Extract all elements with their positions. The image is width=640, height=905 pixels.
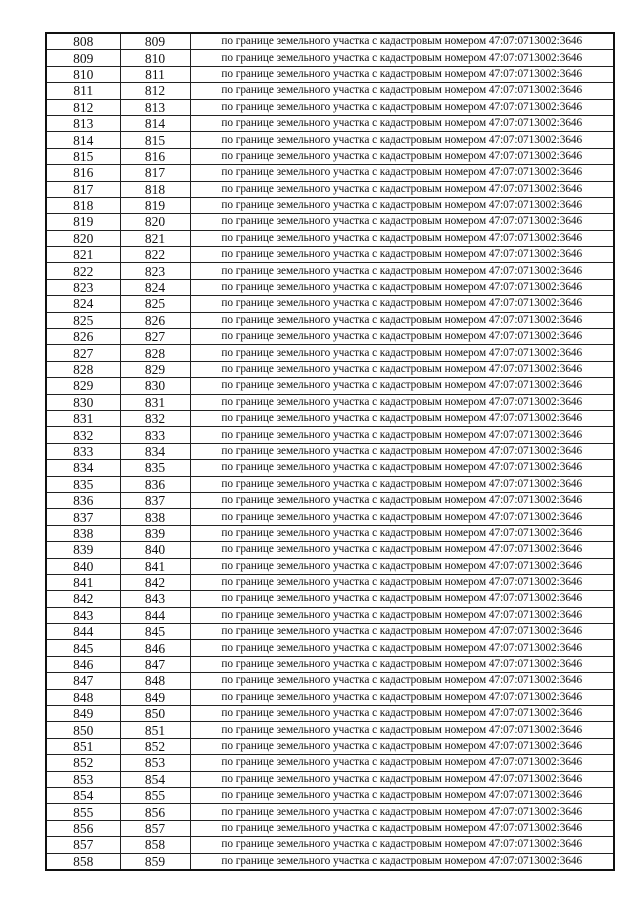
description-cell: по границе земельного участка с кадастровым номером 47:07:0713002:3646 (190, 378, 614, 394)
description-cell: по границе земельного участка с кадастровым номером 47:07:0713002:3646 (190, 476, 614, 492)
description-cell: по границе земельного участка с кадастровым номером 47:07:0713002:3646 (190, 197, 614, 213)
point-to-cell: 814 (120, 115, 190, 131)
description-cell: по границе земельного участка с кадастровым номером 47:07:0713002:3646 (190, 361, 614, 377)
point-to-cell: 857 (120, 820, 190, 836)
description-cell: по границе земельного участка с кадастровым номером 47:07:0713002:3646 (190, 132, 614, 148)
point-from-cell: 834 (46, 460, 120, 476)
description-cell: по границе земельного участка с кадастровым номером 47:07:0713002:3646 (190, 165, 614, 181)
point-from-cell: 812 (46, 99, 120, 115)
table-row (46, 115, 614, 131)
point-from-cell: 839 (46, 542, 120, 558)
point-from-cell: 835 (46, 476, 120, 492)
point-from-cell: 813 (46, 115, 120, 131)
point-from-cell: 831 (46, 410, 120, 426)
description-cell: по границе земельного участка с кадастровым номером 47:07:0713002:3646 (190, 263, 614, 279)
table-row (46, 771, 614, 787)
point-to-cell: 819 (120, 197, 190, 213)
table-row (46, 722, 614, 738)
point-from-cell: 837 (46, 509, 120, 525)
point-to-cell: 817 (120, 165, 190, 181)
point-from-cell: 827 (46, 345, 120, 361)
point-from-cell: 817 (46, 181, 120, 197)
description-cell: по границе земельного участка с кадастровым номером 47:07:0713002:3646 (190, 115, 614, 131)
point-to-cell: 854 (120, 771, 190, 787)
point-from-cell: 809 (46, 50, 120, 66)
point-from-cell: 856 (46, 820, 120, 836)
point-from-cell: 849 (46, 706, 120, 722)
point-from-cell: 829 (46, 378, 120, 394)
table-row (46, 525, 614, 541)
table-row (46, 787, 614, 803)
point-from-cell: 847 (46, 673, 120, 689)
point-from-cell: 844 (46, 624, 120, 640)
table-row (46, 738, 614, 754)
point-from-cell: 823 (46, 279, 120, 295)
point-to-cell: 843 (120, 591, 190, 607)
table-row (46, 99, 614, 115)
description-cell: по границе земельного участка с кадастровым номером 47:07:0713002:3646 (190, 312, 614, 328)
point-to-cell: 832 (120, 410, 190, 426)
table-row (46, 181, 614, 197)
description-cell: по границе земельного участка с кадастровым номером 47:07:0713002:3646 (190, 525, 614, 541)
point-from-cell: 846 (46, 656, 120, 672)
table-row (46, 558, 614, 574)
point-to-cell: 810 (120, 50, 190, 66)
description-cell: по границе земельного участка с кадастровым номером 47:07:0713002:3646 (190, 427, 614, 443)
description-cell: по границе земельного участка с кадастровым номером 47:07:0713002:3646 (190, 837, 614, 853)
point-to-cell: 829 (120, 361, 190, 377)
point-to-cell: 859 (120, 853, 190, 870)
point-from-cell: 848 (46, 689, 120, 705)
point-from-cell: 843 (46, 607, 120, 623)
point-to-cell: 813 (120, 99, 190, 115)
point-to-cell: 853 (120, 755, 190, 771)
description-cell: по границе земельного участка с кадастровым номером 47:07:0713002:3646 (190, 542, 614, 558)
table-row (46, 247, 614, 263)
point-from-cell: 825 (46, 312, 120, 328)
table-row (46, 410, 614, 426)
table-row (46, 165, 614, 181)
point-to-cell: 836 (120, 476, 190, 492)
point-to-cell: 812 (120, 83, 190, 99)
description-cell: по границе земельного участка с кадастровым номером 47:07:0713002:3646 (190, 279, 614, 295)
point-to-cell: 821 (120, 230, 190, 246)
table-row (46, 296, 614, 312)
description-cell: по границе земельного участка с кадастровым номером 47:07:0713002:3646 (190, 214, 614, 230)
point-from-cell: 808 (46, 33, 120, 50)
table-row (46, 378, 614, 394)
table-row (46, 230, 614, 246)
point-to-cell: 830 (120, 378, 190, 394)
table-row (46, 837, 614, 853)
point-to-cell: 820 (120, 214, 190, 230)
point-to-cell: 835 (120, 460, 190, 476)
description-cell: по границе земельного участка с кадастровым номером 47:07:0713002:3646 (190, 247, 614, 263)
point-from-cell: 814 (46, 132, 120, 148)
point-to-cell: 823 (120, 263, 190, 279)
table-row (46, 263, 614, 279)
description-cell: по границе земельного участка с кадастровым номером 47:07:0713002:3646 (190, 738, 614, 754)
table-row (46, 689, 614, 705)
description-cell: по границе земельного участка с кадастровым номером 47:07:0713002:3646 (190, 50, 614, 66)
table-row (46, 755, 614, 771)
table-row (46, 574, 614, 590)
point-to-cell: 811 (120, 66, 190, 82)
table-row (46, 33, 614, 50)
point-from-cell: 858 (46, 853, 120, 870)
point-to-cell: 848 (120, 673, 190, 689)
point-from-cell: 852 (46, 755, 120, 771)
table-row (46, 624, 614, 640)
point-from-cell: 818 (46, 197, 120, 213)
point-from-cell: 836 (46, 492, 120, 508)
point-from-cell: 850 (46, 722, 120, 738)
table-row (46, 329, 614, 345)
description-cell: по границе земельного участка с кадастровым номером 47:07:0713002:3646 (190, 591, 614, 607)
table-row (46, 509, 614, 525)
point-to-cell: 816 (120, 148, 190, 164)
point-to-cell: 841 (120, 558, 190, 574)
description-cell: по границе земельного участка с кадастровым номером 47:07:0713002:3646 (190, 804, 614, 820)
point-from-cell: 821 (46, 247, 120, 263)
point-to-cell: 840 (120, 542, 190, 558)
point-from-cell: 853 (46, 771, 120, 787)
point-from-cell: 811 (46, 83, 120, 99)
point-to-cell: 825 (120, 296, 190, 312)
table-row (46, 361, 614, 377)
table-row (46, 66, 614, 82)
table-row (46, 591, 614, 607)
point-from-cell: 855 (46, 804, 120, 820)
table-row (46, 394, 614, 410)
description-cell: по границе земельного участка с кадастровым номером 47:07:0713002:3646 (190, 66, 614, 82)
description-cell: по границе земельного участка с кадастровым номером 47:07:0713002:3646 (190, 443, 614, 459)
table-row (46, 148, 614, 164)
point-to-cell: 842 (120, 574, 190, 590)
point-from-cell: 826 (46, 329, 120, 345)
point-to-cell: 849 (120, 689, 190, 705)
table-row (46, 427, 614, 443)
table-row (46, 83, 614, 99)
description-cell: по границе земельного участка с кадастровым номером 47:07:0713002:3646 (190, 640, 614, 656)
point-from-cell: 819 (46, 214, 120, 230)
point-to-cell: 851 (120, 722, 190, 738)
description-cell: по границе земельного участка с кадастровым номером 47:07:0713002:3646 (190, 656, 614, 672)
point-to-cell: 837 (120, 492, 190, 508)
description-cell: по границе земельного участка с кадастровым номером 47:07:0713002:3646 (190, 99, 614, 115)
point-from-cell: 816 (46, 165, 120, 181)
description-cell: по границе земельного участка с кадастровым номером 47:07:0713002:3646 (190, 296, 614, 312)
description-cell: по границе земельного участка с кадастровым номером 47:07:0713002:3646 (190, 722, 614, 738)
table-row (46, 673, 614, 689)
description-cell: по границе земельного участка с кадастровым номером 47:07:0713002:3646 (190, 345, 614, 361)
table-row (46, 476, 614, 492)
table-row (46, 50, 614, 66)
description-cell: по границе земельного участка с кадастровым номером 47:07:0713002:3646 (190, 230, 614, 246)
table-row (46, 345, 614, 361)
point-to-cell: 856 (120, 804, 190, 820)
table-row (46, 706, 614, 722)
point-from-cell: 845 (46, 640, 120, 656)
table-row (46, 853, 614, 870)
point-to-cell: 831 (120, 394, 190, 410)
table-row (46, 443, 614, 459)
table-row (46, 640, 614, 656)
description-cell: по границе земельного участка с кадастровым номером 47:07:0713002:3646 (190, 410, 614, 426)
point-from-cell: 824 (46, 296, 120, 312)
point-from-cell: 857 (46, 837, 120, 853)
point-to-cell: 844 (120, 607, 190, 623)
table-row (46, 214, 614, 230)
description-cell: по границе земельного участка с кадастровым номером 47:07:0713002:3646 (190, 492, 614, 508)
point-from-cell: 820 (46, 230, 120, 246)
point-to-cell: 827 (120, 329, 190, 345)
point-to-cell: 815 (120, 132, 190, 148)
table-row (46, 197, 614, 213)
point-to-cell: 839 (120, 525, 190, 541)
description-cell: по границе земельного участка с кадастровым номером 47:07:0713002:3646 (190, 820, 614, 836)
table-row (46, 279, 614, 295)
point-to-cell: 822 (120, 247, 190, 263)
point-from-cell: 842 (46, 591, 120, 607)
description-cell: по границе земельного участка с кадастровым номером 47:07:0713002:3646 (190, 755, 614, 771)
table-row (46, 312, 614, 328)
point-from-cell: 815 (46, 148, 120, 164)
description-cell: по границе земельного участка с кадастровым номером 47:07:0713002:3646 (190, 673, 614, 689)
description-cell: по границе земельного участка с кадастровым номером 47:07:0713002:3646 (190, 624, 614, 640)
table-row (46, 492, 614, 508)
point-to-cell: 838 (120, 509, 190, 525)
point-to-cell: 828 (120, 345, 190, 361)
point-to-cell: 818 (120, 181, 190, 197)
point-from-cell: 854 (46, 787, 120, 803)
table-row (46, 460, 614, 476)
table-row (46, 804, 614, 820)
description-cell: по границе земельного участка с кадастровым номером 47:07:0713002:3646 (190, 787, 614, 803)
description-cell: по границе земельного участка с кадастровым номером 47:07:0713002:3646 (190, 689, 614, 705)
point-from-cell: 840 (46, 558, 120, 574)
point-to-cell: 855 (120, 787, 190, 803)
point-to-cell: 847 (120, 656, 190, 672)
point-from-cell: 841 (46, 574, 120, 590)
table-row (46, 820, 614, 836)
point-to-cell: 845 (120, 624, 190, 640)
description-cell: по границе земельного участка с кадастровым номером 47:07:0713002:3646 (190, 607, 614, 623)
point-from-cell: 838 (46, 525, 120, 541)
point-to-cell: 846 (120, 640, 190, 656)
point-to-cell: 852 (120, 738, 190, 754)
description-cell: по границе земельного участка с кадастровым номером 47:07:0713002:3646 (190, 853, 614, 870)
description-cell: по границе земельного участка с кадастровым номером 47:07:0713002:3646 (190, 706, 614, 722)
point-to-cell: 858 (120, 837, 190, 853)
boundary-description-table (45, 32, 615, 871)
point-from-cell: 833 (46, 443, 120, 459)
description-cell: по границе земельного участка с кадастровым номером 47:07:0713002:3646 (190, 83, 614, 99)
description-cell: по границе земельного участка с кадастровым номером 47:07:0713002:3646 (190, 394, 614, 410)
description-cell: по границе земельного участка с кадастровым номером 47:07:0713002:3646 (190, 558, 614, 574)
table-row (46, 607, 614, 623)
description-cell: по границе земельного участка с кадастровым номером 47:07:0713002:3646 (190, 148, 614, 164)
description-cell: по границе земельного участка с кадастровым номером 47:07:0713002:3646 (190, 509, 614, 525)
table-row (46, 132, 614, 148)
table-row (46, 542, 614, 558)
description-cell: по границе земельного участка с кадастровым номером 47:07:0713002:3646 (190, 771, 614, 787)
point-from-cell: 810 (46, 66, 120, 82)
description-cell: по границе земельного участка с кадастровым номером 47:07:0713002:3646 (190, 33, 614, 50)
description-cell: по границе земельного участка с кадастровым номером 47:07:0713002:3646 (190, 329, 614, 345)
point-to-cell: 850 (120, 706, 190, 722)
point-to-cell: 826 (120, 312, 190, 328)
description-cell: по границе земельного участка с кадастровым номером 47:07:0713002:3646 (190, 181, 614, 197)
point-from-cell: 851 (46, 738, 120, 754)
point-from-cell: 832 (46, 427, 120, 443)
point-to-cell: 833 (120, 427, 190, 443)
table-row (46, 656, 614, 672)
point-to-cell: 824 (120, 279, 190, 295)
point-from-cell: 830 (46, 394, 120, 410)
point-from-cell: 822 (46, 263, 120, 279)
description-cell: по границе земельного участка с кадастровым номером 47:07:0713002:3646 (190, 460, 614, 476)
description-cell: по границе земельного участка с кадастровым номером 47:07:0713002:3646 (190, 574, 614, 590)
table-body (46, 33, 614, 870)
point-from-cell: 828 (46, 361, 120, 377)
point-to-cell: 834 (120, 443, 190, 459)
point-to-cell: 809 (120, 33, 190, 50)
